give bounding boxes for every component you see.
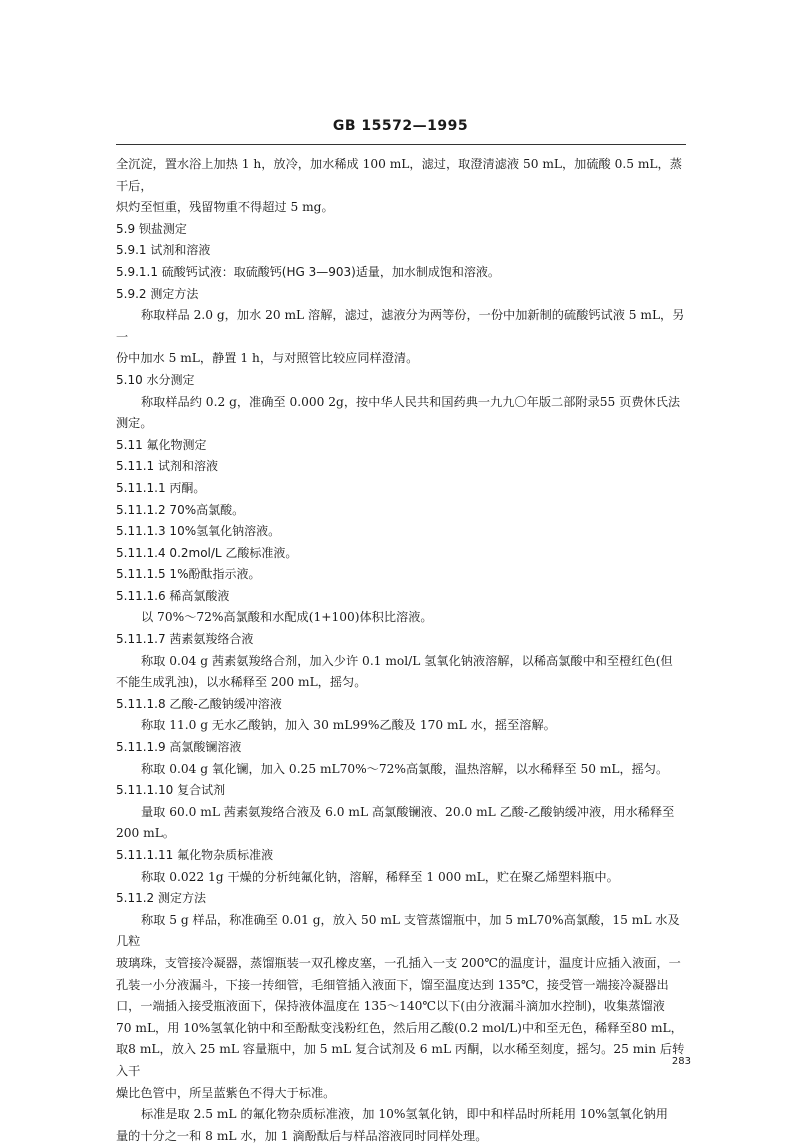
section-heading: 5.11.1.8 乙酸-乙酸钠缓冲溶液 <box>116 696 282 711</box>
section-heading: 5.11.1.11 氟化物杂质标准液 <box>116 848 274 862</box>
standard-number-header: GB 15572—1995 <box>332 118 469 134</box>
body-line: 称取 5 g 样品，称准确至 0.01 g，放入 50 mL 支管蒸馏瓶中，加 5 mL70%高氯酸，15 mL 水及几粒 <box>116 912 680 949</box>
section-heading: 5.11.1.2 70%高氯酸。 <box>116 502 245 517</box>
body-line: 量取 60.0 mL 茜素氨羧络合液及 6.0 mL 高氯酸镧液、20.0 mL 乙酸-乙酸钠缓冲液，用水稀释至 <box>141 804 675 819</box>
section-heading: 5.9 钡盐测定 <box>116 221 187 236</box>
body-line: 口，一端插入接受瓶液面下，保持液体温度在 135～140℃以下(由分液漏斗滴加水控制)，收集蒸馏液 <box>116 999 665 1014</box>
body-line: 孔装一小分液漏斗，下接一抟细管，毛细管插入液面下，馏至温度达到 135℃，接受管一端接冷凝器出 <box>116 977 669 992</box>
body-line: 测定。 <box>116 416 153 431</box>
section-heading: 5.10 水分测定 <box>116 372 195 387</box>
section-heading: 5.11.1.6 稀高氯酸液 <box>116 588 230 603</box>
body-line: 量的十分之一和 8 mL 水，加 1 滴酚酞后与样品溶液同时同样处理。 <box>116 1128 488 1143</box>
section-heading: 5.11.1.9 高氯酸镧溶液 <box>116 740 242 755</box>
body-line: 燥比色管中，所呈蓝紫色不得大于标准。 <box>116 1085 336 1100</box>
section-heading: 5.9.2 测定方法 <box>116 286 199 301</box>
body-line: 称取样品约 0.2 g，准确至 0.000 2g，按中华人民共和国药典一九九〇年版二部附录55 页费休氏法 <box>141 394 681 409</box>
body-line: 全沉淀，置水浴上加热 1 h，放冷，加水稀成 100 mL，滤过，取澄清滤液 50 mL，加硫酸 0.5 mL，蒸干后， <box>116 157 682 193</box>
section-heading: 5.11.1 试剂和溶液 <box>116 459 218 474</box>
section-heading: 5.9.1.1 硫酸钙试液：取硫酸钙(HG 3—903)适量，加水制成饱和溶液。 <box>116 264 500 279</box>
body-line: 称取 0.04 g 氧化镧，加入 0.25 mL70%～72%高氯酸，温热溶解，以水稀释至 50 mL，摇匀。 <box>141 761 669 776</box>
body-line: 取8 mL，放入 25 mL 容量瓶中，加 5 mL 复合试剂及 6 mL 丙酮，以水稀至刻度，摇匀。25 min 后转入干 <box>116 1042 685 1078</box>
body-line: 炽灼至恒重，残留物重不得超过 5 mg。 <box>116 200 334 215</box>
section-heading: 5.11.1.5 1%酚酞指示液。 <box>116 567 261 582</box>
body-line: 200 mL。 <box>116 826 175 841</box>
body-line: 玻璃珠，支管接冷凝器，蒸馏瓶装一双孔橡皮塞，一孔插入一支 200℃的温度计，温度计应插入液面，一 <box>116 955 681 970</box>
body-line: 以 70%～72%高氯酸和水配成(1+100)体积比溶液。 <box>141 610 433 625</box>
section-heading: 5.11 氟化物测定 <box>116 437 207 452</box>
body-line: 称取 11.0 g 无水乙酸钠，加入 30 mL99%乙酸及 170 mL 水，摇至溶解。 <box>141 718 556 733</box>
section-heading: 5.11.1.1 丙酮。 <box>116 480 206 495</box>
document-body <box>116 154 688 1147</box>
section-heading: 5.11.1.10 复合试剂 <box>116 783 226 798</box>
header-rule <box>116 144 686 145</box>
body-line: 标准是取 2.5 mL 的氟化物杂质标准液，加 10%氢氧化钠，即中和样品时所耗用 10%氢氧化钠用 <box>141 1107 668 1122</box>
page-number: 283 <box>671 1056 691 1067</box>
section-heading: 5.11.2 测定方法 <box>116 891 206 906</box>
body-line: 份中加水 5 mL，静置 1 h，与对照管比较应同样澄清。 <box>116 351 419 366</box>
section-heading: 5.9.1 试剂和溶液 <box>116 243 211 258</box>
body-line: 称取样品 2.0 g，加水 20 mL 溶解，滤过，滤液分为两等份，一份中加新制的硫酸钙试液 5 mL，另一 <box>116 308 685 344</box>
body-line: 不能生成乳浊)，以水稀释至 200 mL，摇匀。 <box>116 675 367 690</box>
section-heading: 5.11.1.4 0.2mol/L 乙酸标准液。 <box>116 545 298 560</box>
body-line: 70 mL，用 10%氢氧化钠中和至酚酞变浅粉红色，然后用乙酸(0.2 mol/L)中和至无色，稀释至80 mL， <box>116 1020 683 1035</box>
body-line: 称取 0.022 1g 干燥的分析纯氟化钠，溶解，稀释至 1 000 mL，贮在聚乙烯塑料瓶中。 <box>141 869 619 884</box>
section-heading: 5.11.1.3 10%氢氧化钠溶液。 <box>116 524 281 539</box>
section-heading: 5.11.1.7 茜素氨羧络合液 <box>116 632 254 647</box>
body-line: 称取 0.04 g 茜素氨羧络合剂，加入少许 0.1 mol/L 氢氧化钠液溶解，以稀高氯酸中和至橙红色(但 <box>141 653 673 668</box>
